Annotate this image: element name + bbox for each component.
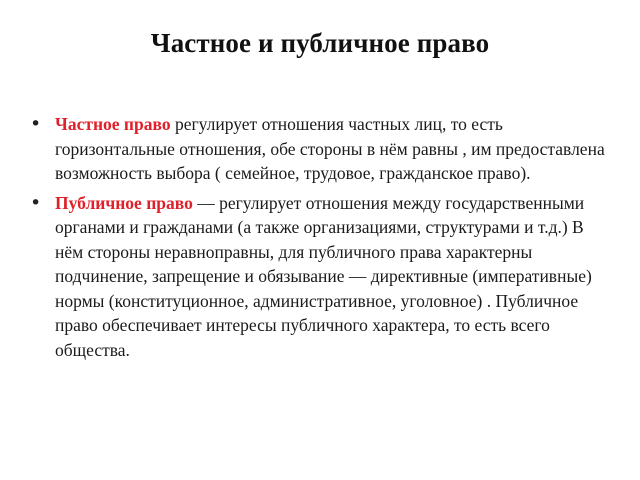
bullet-dot-icon: • — [30, 113, 42, 135]
bullet-item-private-law — [30, 112, 610, 186]
description-private-law: регулирует отношения частных лиц, то есть горизонтальные отношения, обе стороны в нём равны , им предоставлена возможность выбора ( семейное, трудовое, гражданское право). — [55, 114, 605, 183]
description-public-law: — регулирует отношения между государственными органами и гражданами (а также организациями, структурами и т.д.) В нём стороны неравноправны, для публичного права характерны подчинение, запрещение и обязывание — директивные (императивные) нормы (конституционное, административное, уголовное) . Публичное право обеспечивает интересы публичного характера, то есть всего общества. — [55, 192, 592, 360]
term-private-law: Частное право — [55, 114, 171, 134]
bullet-item-public-law — [30, 191, 610, 363]
slide-title: Частное и публичное право — [150, 28, 490, 58]
term-public-law: Публичное право — [55, 192, 193, 213]
bullet-list — [30, 112, 610, 367]
bullet-dot-icon: • — [30, 191, 42, 214]
